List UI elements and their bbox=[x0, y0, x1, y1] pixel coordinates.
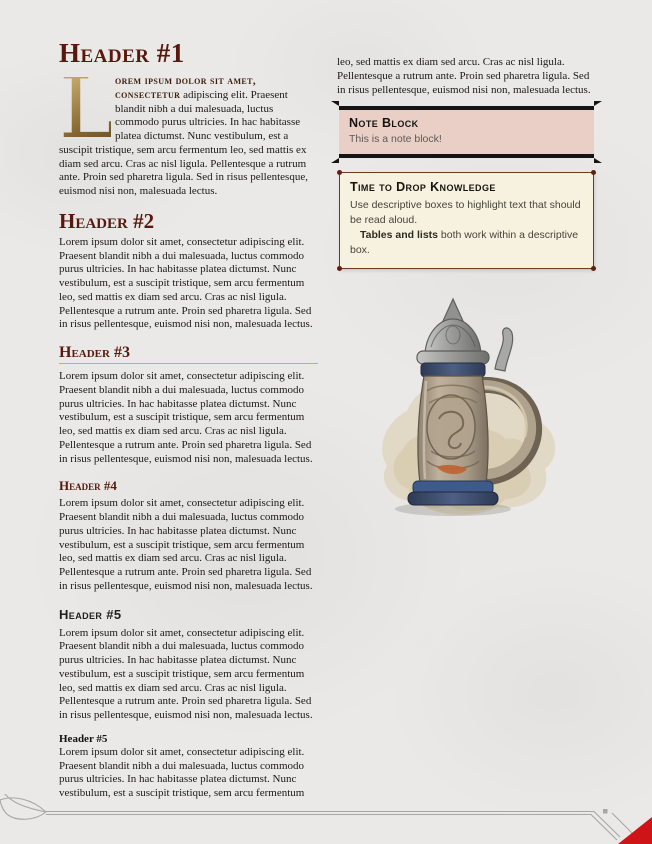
descriptive-box-title: Time to Drop Knowledge bbox=[350, 180, 496, 194]
descriptive-box-line2 bbox=[350, 228, 583, 258]
beer-stein-illustration bbox=[347, 291, 587, 528]
beer-stein-svg bbox=[347, 291, 587, 523]
box-corner-dot-icon bbox=[337, 170, 342, 175]
stein-finial bbox=[443, 299, 463, 321]
box-corner-dot-icon bbox=[591, 170, 596, 175]
dropcap-letter: L bbox=[59, 58, 117, 158]
page-corner-accent-icon bbox=[618, 817, 652, 844]
header-3: Header #3 bbox=[59, 344, 318, 364]
note-corner-icon bbox=[331, 101, 339, 106]
paragraph: Lorem ipsum dolor sit amet, consectetur adipiscing elit. Praesent blandit nibh a dui malesuada, luctus commodo purus ultricies. In hac habitasse platea dictumst. Nunc vestibulum, est a suscipit tristique, sem arcu fermentum leo, sed mattis ex diam sed arcu. Cras ac nisl ligula. Pellentesque a rutrum ante. Proin sed pharetra ligula. Sed in risus pellentesque, euismod nisi non, malesuada lectus. bbox=[59, 235, 313, 331]
paragraph-text: adipiscing elit. Praesent blandit nibh a dui malesuada, luctus commodo purus ultricies. In hac habitasse platea dictumst. Nunc vestibulum, est a suscipit tristique, sem arcu fermentum leo, sed mattis ex diam sed arcu. Cras ac nisl ligula. Pellentesque a rutrum ante. Proin sed pharetra ligula. Sed in risus pellentesque, euismod nisi non, malesuada lectus. bbox=[59, 88, 308, 197]
paragraph: Lorem ipsum dolor sit amet, consectetur adipiscing elit. Praesent blandit nibh a dui malesuada, luctus commodo purus ultricies. In hac habitasse platea dictumst. Nunc vestibulum, est a suscipit tristique, sem arcu fermentum leo, sed mattis ex diam sed arcu. Cras ac nisl ligula. Pellentesque a rutrum ante. Proin sed pharetra ligula. Sed in risus pellentesque, euismod nisi non, malesuada lectus. bbox=[59, 370, 313, 465]
footer-flourish-icon bbox=[0, 794, 638, 840]
box-corner-dot-icon bbox=[591, 266, 596, 271]
paragraph-dropcap bbox=[59, 58, 318, 199]
header-2: Header #2 bbox=[59, 208, 155, 233]
left-column bbox=[59, 38, 318, 809]
header-6: Header #5 bbox=[59, 732, 108, 745]
note-block bbox=[339, 106, 594, 158]
paragraph: Lorem ipsum dolor sit amet, consectetur adipiscing elit. Praesent blandit nibh a dui malesuada, luctus commodo purus ultricies. In hac habitasse platea dictumst. Nunc vestibulum, est a suscipit tristique, sem arcu fermentum leo, sed mattis ex diam sed arcu. Cras ac nisl ligula. Pellentesque a rutrum ante. Proin sed pharetra ligula. Sed in risus pellentesque, euismod nisi non, malesuada lectus. bbox=[59, 626, 313, 721]
paragraph: Lorem ipsum dolor sit amet, consectetur adipiscing elit. Praesent blandit nibh a dui malesuada, luctus commodo purus ultricies. In hac habitasse platea dictumst. Nunc vestibulum, est a suscipit tristique, sem arcu fermentum leo, sed mattis ex diam sed arcu. Cras ac nisl ligula. Pellentesque a rutrum ante. Proin sed pharetra ligula. Sed in risus pellentesque, euismod nisi non, malesuada lectus. bbox=[59, 497, 313, 592]
smallcaps-lead: orem ipsum dolor sit amet, consectetur bbox=[115, 75, 257, 101]
header-4: Header #4 bbox=[59, 478, 117, 494]
line2-rest: both work within a descriptive box. bbox=[350, 229, 579, 257]
stein-neck-band bbox=[421, 363, 485, 377]
right-column bbox=[337, 56, 596, 528]
page-footer-decoration bbox=[0, 794, 652, 844]
stein-lid bbox=[425, 319, 481, 353]
stein-lid-rim bbox=[417, 351, 489, 364]
stein-thumb-lever bbox=[495, 327, 513, 370]
box-corner-dot-icon bbox=[337, 266, 342, 271]
stein-foot bbox=[408, 492, 498, 505]
stein-medallion bbox=[427, 395, 475, 459]
paragraph-overflow: leo, sed mattis ex diam sed arcu. Cras ac nisl ligula. Pellentesque a rutrum ante. Proin sed pharetra ligula. Sed in risus pellentesque, euismod nisi non, malesuada lectus. bbox=[337, 56, 591, 96]
header-1: Header #1 bbox=[59, 38, 185, 68]
descriptive-box-line1: Use descriptive boxes to highlight text that should be read aloud. bbox=[350, 198, 581, 226]
descriptive-box bbox=[339, 172, 594, 269]
note-corner-icon bbox=[594, 101, 602, 106]
note-block-title: Note Block bbox=[349, 116, 419, 131]
note-corner-icon bbox=[331, 158, 339, 163]
paragraph-truncated: Lorem ipsum dolor sit amet, consectetur adipiscing elit. Praesent blandit nibh a dui malesuada, luctus commodo purus ultricies. In hac habitasse platea dictumst. Nunc vestibulum, est a suscipit tristique, sem arcu fermentum bbox=[59, 745, 305, 799]
header-5: Header #5 bbox=[59, 606, 122, 622]
bold-lead: Tables and lists bbox=[360, 229, 438, 242]
note-corner-icon bbox=[594, 158, 602, 163]
note-block-body: This is a note block! bbox=[349, 132, 442, 145]
